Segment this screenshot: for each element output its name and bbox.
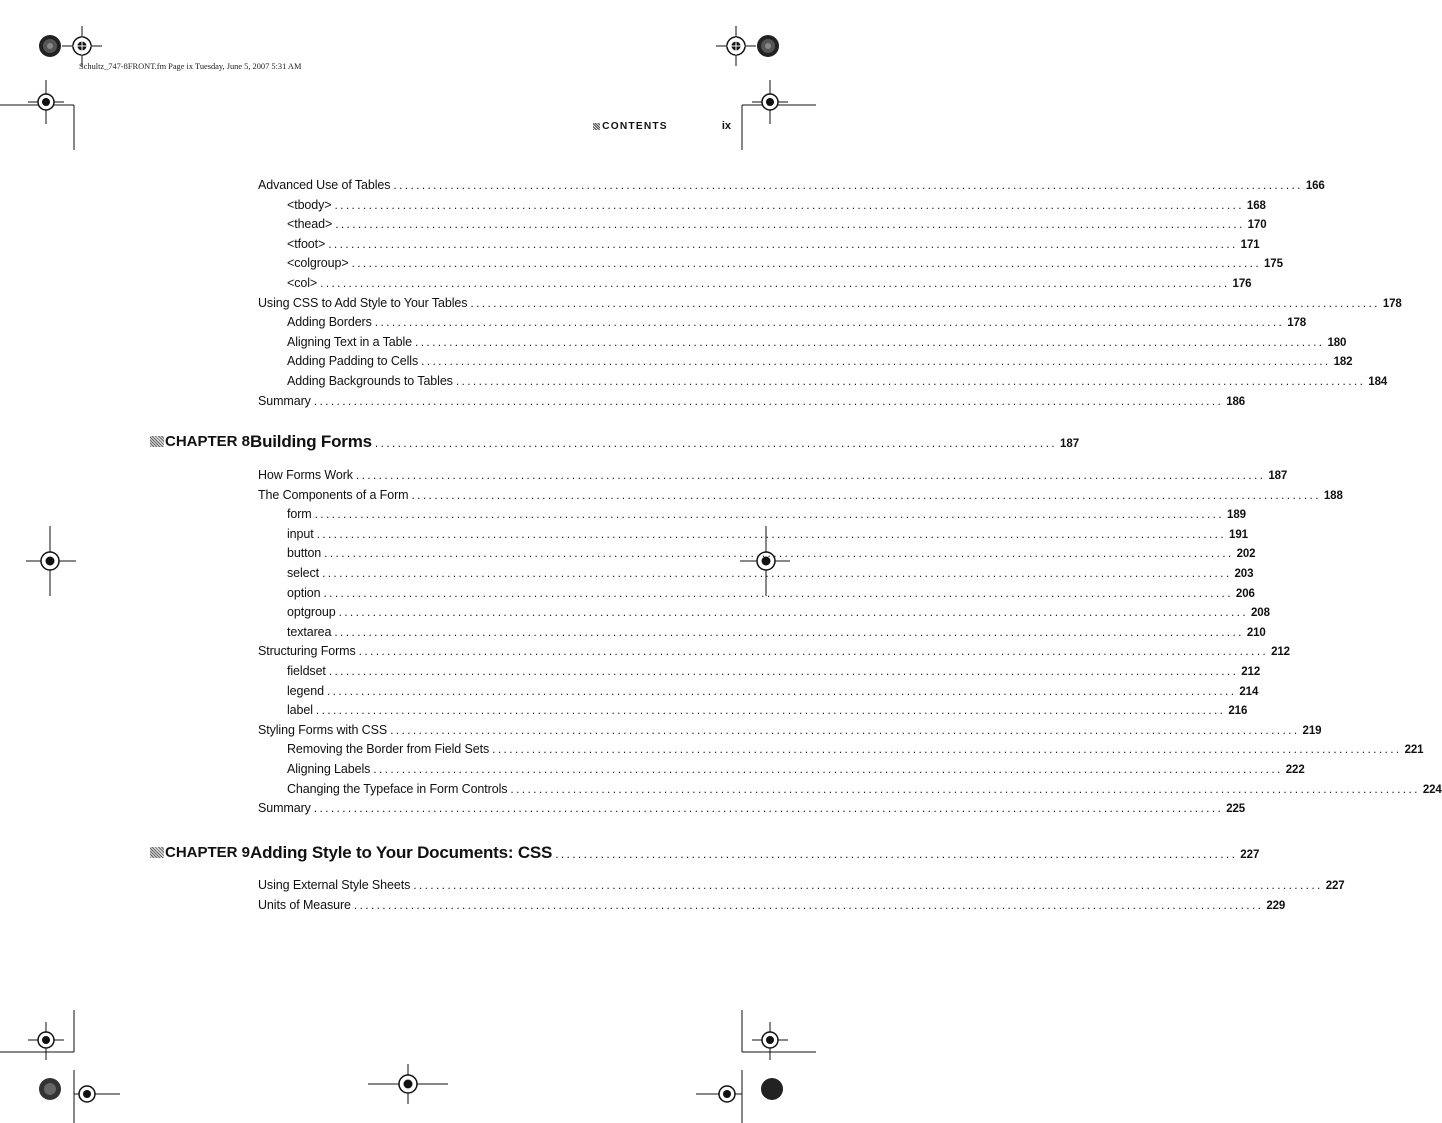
toc-entry[interactable] bbox=[287, 623, 1266, 641]
chapter-label: CHAPTER 9 bbox=[150, 844, 250, 861]
toc-entry[interactable] bbox=[287, 352, 1353, 370]
toc-entry-page: 180 bbox=[1327, 336, 1347, 349]
toc-entry-title: legend bbox=[287, 683, 324, 698]
toc-entry-page: 171 bbox=[1240, 238, 1260, 251]
toc-entry-page: 229 bbox=[1266, 899, 1286, 912]
dot-leader: ................................................................................................................................................................ bbox=[390, 722, 1300, 737]
toc-entry-page: 212 bbox=[1271, 646, 1290, 659]
toc-entry-title: Units of Measure bbox=[258, 897, 351, 912]
toc-entry-page: 168 bbox=[1246, 199, 1266, 212]
toc-entry-title: fieldset bbox=[287, 664, 326, 678]
toc-entry-page: 187 bbox=[1268, 470, 1288, 482]
dot-leader: ................................................................................................................................................................ bbox=[314, 507, 1225, 522]
toc-entry-page: 202 bbox=[1236, 548, 1256, 561]
dot-leader: ................................................................................................................................................................ bbox=[393, 178, 1303, 192]
toc-entry[interactable] bbox=[258, 176, 1325, 194]
toc-entry-title: Using CSS to Add Style to Your Tables bbox=[258, 295, 468, 310]
toc-entry-page: 175 bbox=[1264, 258, 1283, 271]
toc-entry[interactable] bbox=[287, 701, 1248, 719]
toc-entry[interactable] bbox=[258, 799, 1246, 817]
dot-leader: ................................................................................................................................................................ bbox=[415, 334, 1325, 349]
dot-leader: ................................................................................................................................................................ bbox=[315, 703, 1226, 718]
toc-entry[interactable] bbox=[258, 466, 1288, 484]
chapter-page: 227 bbox=[1240, 849, 1260, 861]
toc-entry-title: Advanced Use of Tables bbox=[258, 178, 391, 192]
toc-entry-page: 184 bbox=[1368, 376, 1388, 388]
toc-entry[interactable] bbox=[258, 642, 1290, 660]
square-bullet-icon bbox=[150, 847, 164, 858]
registration-mark-icon bbox=[26, 526, 76, 596]
page-number: ix bbox=[721, 120, 731, 132]
toc-entry-title: <colgroup> bbox=[287, 256, 349, 271]
toc-entry-page: 176 bbox=[1232, 278, 1252, 290]
crop-mark-icon bbox=[696, 1010, 816, 1123]
dot-leader: ................................................................................................................................................................ bbox=[338, 605, 1248, 620]
toc-entry[interactable] bbox=[287, 780, 1442, 798]
toc-entry-page: 186 bbox=[1226, 395, 1246, 408]
toc-entry-title: Removing the Border from Field Sets bbox=[287, 742, 490, 757]
registration-mark-icon bbox=[368, 1064, 448, 1104]
toc-entry-page: 203 bbox=[1234, 568, 1254, 580]
toc-entry-page: 206 bbox=[1235, 587, 1255, 600]
section-title: CONTENTS bbox=[602, 120, 668, 132]
toc-entry-title: Adding Borders bbox=[287, 315, 372, 330]
dot-leader: ................................................................................................................................................................ bbox=[334, 624, 1244, 639]
toc-entry[interactable] bbox=[287, 196, 1266, 214]
crop-mark-icon bbox=[696, 80, 816, 150]
dot-leader: ........................................................................................................................ bbox=[555, 847, 1238, 861]
toc-entry[interactable] bbox=[287, 603, 1270, 621]
toc-entry[interactable] bbox=[258, 876, 1345, 894]
dot-leader: ................................................................................................................................................................ bbox=[313, 393, 1224, 408]
dot-leader: ................................................................................................................................................................ bbox=[355, 468, 1266, 482]
toc-entry-title: How Forms Work bbox=[258, 468, 353, 482]
toc-entry-title: The Components of a Form bbox=[258, 487, 409, 502]
toc-entry-page: 227 bbox=[1325, 880, 1345, 892]
dot-leader: ................................................................................................................................................................ bbox=[492, 742, 1402, 757]
toc-entry-page: 222 bbox=[1285, 764, 1305, 776]
toc-entry-page: 188 bbox=[1323, 489, 1343, 502]
toc-entry-title: Summary bbox=[258, 801, 311, 816]
dot-leader: ................................................................................................................................................................ bbox=[421, 354, 1331, 369]
running-head bbox=[593, 120, 731, 132]
toc-entry[interactable] bbox=[287, 333, 1347, 351]
dot-leader: ................................................................................................................................................................ bbox=[510, 781, 1420, 796]
dot-leader: ................................................................................................................................................................ bbox=[313, 801, 1224, 816]
toc-entry[interactable] bbox=[287, 740, 1424, 758]
toc-entry-title: Using External Style Sheets bbox=[258, 878, 411, 892]
toc-entry-page: 221 bbox=[1404, 744, 1424, 757]
dot-leader: ................................................................................................................................................................ bbox=[324, 546, 1234, 561]
dot-leader: ................................................................................................................................................................ bbox=[328, 664, 1239, 678]
toc-entry-title: Adding Backgrounds to Tables bbox=[287, 374, 453, 388]
toc-entry-title: Styling Forms with CSS bbox=[258, 722, 388, 737]
toc-entry-title: select bbox=[287, 566, 320, 580]
toc-entry-title: textarea bbox=[287, 624, 332, 639]
toc-entry-page: 216 bbox=[1228, 705, 1248, 718]
toc-entry-page: 189 bbox=[1227, 509, 1246, 522]
toc-entry-page: 214 bbox=[1239, 685, 1259, 698]
chapter-title: Building Forms bbox=[250, 432, 372, 451]
dot-leader: ................................................................................................................................................................ bbox=[358, 644, 1269, 659]
toc-entry[interactable] bbox=[258, 294, 1402, 312]
dot-leader: ................................................................................................................................................................ bbox=[470, 295, 1380, 310]
toc-entry[interactable] bbox=[258, 896, 1286, 914]
toc-entry-title: Aligning Text in a Table bbox=[287, 334, 413, 349]
dot-leader: ................................................................................................................................................................ bbox=[455, 374, 1366, 388]
chapter-title: Adding Style to Your Documents: CSS bbox=[250, 843, 553, 862]
toc-entry-title: input bbox=[287, 526, 314, 541]
toc-entry[interactable] bbox=[287, 584, 1255, 602]
toc-entry-page: 225 bbox=[1226, 803, 1246, 816]
toc-entry-page: 212 bbox=[1241, 666, 1261, 678]
toc-entry[interactable] bbox=[287, 215, 1267, 233]
chapter-heading[interactable] bbox=[150, 432, 1080, 456]
toc-entry-title: form bbox=[287, 507, 312, 522]
dot-leader: ................................................................................................................................................................ bbox=[351, 256, 1261, 271]
toc-entry-page: 219 bbox=[1302, 724, 1322, 737]
toc-entry-title: option bbox=[287, 585, 321, 600]
chapter-page: 187 bbox=[1059, 438, 1080, 450]
dot-leader: ................................................................................................................................................................ bbox=[335, 217, 1245, 232]
toc-entry-title: <col> bbox=[287, 276, 318, 290]
dot-leader: ................................................................................................................................................................ bbox=[326, 683, 1237, 698]
toc-entry-title: Changing the Typeface in Form Controls bbox=[287, 781, 508, 796]
toc-entry-title: Structuring Forms bbox=[258, 644, 356, 659]
toc-entry-title: optgroup bbox=[287, 605, 336, 620]
toc-entry[interactable] bbox=[287, 505, 1246, 523]
dot-leader: ................................................................................................................................................................ bbox=[374, 315, 1285, 330]
toc-entry[interactable] bbox=[287, 564, 1254, 582]
toc-entry-page: 191 bbox=[1229, 528, 1248, 541]
crop-mark-icon bbox=[0, 1010, 120, 1123]
registration-mark-icon bbox=[62, 26, 102, 66]
toc-entry-page: 170 bbox=[1247, 219, 1267, 232]
dot-leader: ................................................................................................................................................................ bbox=[320, 276, 1230, 290]
color-target-icon bbox=[38, 34, 62, 58]
dot-leader: ................................................................................................................................................................ bbox=[316, 526, 1227, 541]
toc-entry-title: button bbox=[287, 546, 322, 561]
toc-entry[interactable] bbox=[287, 313, 1307, 331]
toc-entry-page: 208 bbox=[1251, 607, 1270, 620]
toc-entry-page: 166 bbox=[1305, 180, 1325, 192]
toc-entry-title: <tfoot> bbox=[287, 236, 326, 251]
toc-entry-title: <thead> bbox=[287, 217, 333, 232]
dot-leader: ................................................................................................................................................................ bbox=[353, 897, 1264, 912]
dot-leader: ................................................................................................................................................................ bbox=[328, 236, 1238, 251]
toc-entry[interactable] bbox=[287, 274, 1252, 292]
print-slug: Schultz_747-8FRONT.fm Page ix Tuesday, June 5, 2007 5:31 AM bbox=[79, 62, 302, 71]
toc-entry[interactable] bbox=[287, 372, 1388, 390]
color-target-icon bbox=[756, 34, 780, 58]
dot-leader: ................................................................................................................................................................ bbox=[334, 197, 1244, 212]
dot-leader: ................................................................................................................................................................ bbox=[413, 878, 1323, 892]
toc-entry[interactable] bbox=[287, 235, 1260, 253]
chapter-label: CHAPTER 8 bbox=[150, 433, 250, 450]
dot-leader: ................................................................................................................................................................ bbox=[322, 566, 1232, 580]
toc-entry[interactable] bbox=[287, 760, 1305, 778]
toc-entry[interactable] bbox=[258, 721, 1322, 739]
toc-entry-title: Summary bbox=[258, 393, 311, 408]
chapter-heading[interactable] bbox=[150, 843, 1260, 867]
toc-entry[interactable] bbox=[287, 662, 1261, 680]
toc-entry-page: 178 bbox=[1382, 297, 1402, 310]
toc-entry-title: Aligning Labels bbox=[287, 762, 371, 776]
toc-entry-page: 182 bbox=[1333, 356, 1353, 369]
dot-leader: ................................................................................................................................................................ bbox=[323, 585, 1233, 600]
toc-entry-title: label bbox=[287, 703, 313, 718]
toc-entry[interactable] bbox=[287, 254, 1283, 272]
registration-mark-icon bbox=[716, 26, 756, 66]
square-bullet-icon bbox=[150, 436, 164, 447]
toc-entry-title: Adding Padding to Cells bbox=[287, 354, 419, 369]
toc-entry[interactable] bbox=[287, 682, 1259, 700]
toc-entry-page: 178 bbox=[1287, 317, 1307, 330]
toc-entry-page: 224 bbox=[1422, 783, 1442, 796]
toc-entry[interactable] bbox=[258, 486, 1343, 504]
square-bullet-icon bbox=[593, 123, 600, 130]
toc-entry-title: <tbody> bbox=[287, 197, 332, 212]
toc-entry[interactable] bbox=[287, 525, 1248, 543]
crop-mark-icon bbox=[0, 80, 120, 150]
toc-entry[interactable] bbox=[258, 392, 1246, 410]
dot-leader: ................................................................................................................................................................ bbox=[411, 487, 1321, 502]
dot-leader: ................................................................................................................................................................ bbox=[373, 762, 1283, 776]
toc-entry[interactable] bbox=[287, 544, 1256, 562]
dot-leader: ........................................................................................................................ bbox=[374, 436, 1057, 450]
toc-entry-page: 210 bbox=[1246, 626, 1266, 639]
